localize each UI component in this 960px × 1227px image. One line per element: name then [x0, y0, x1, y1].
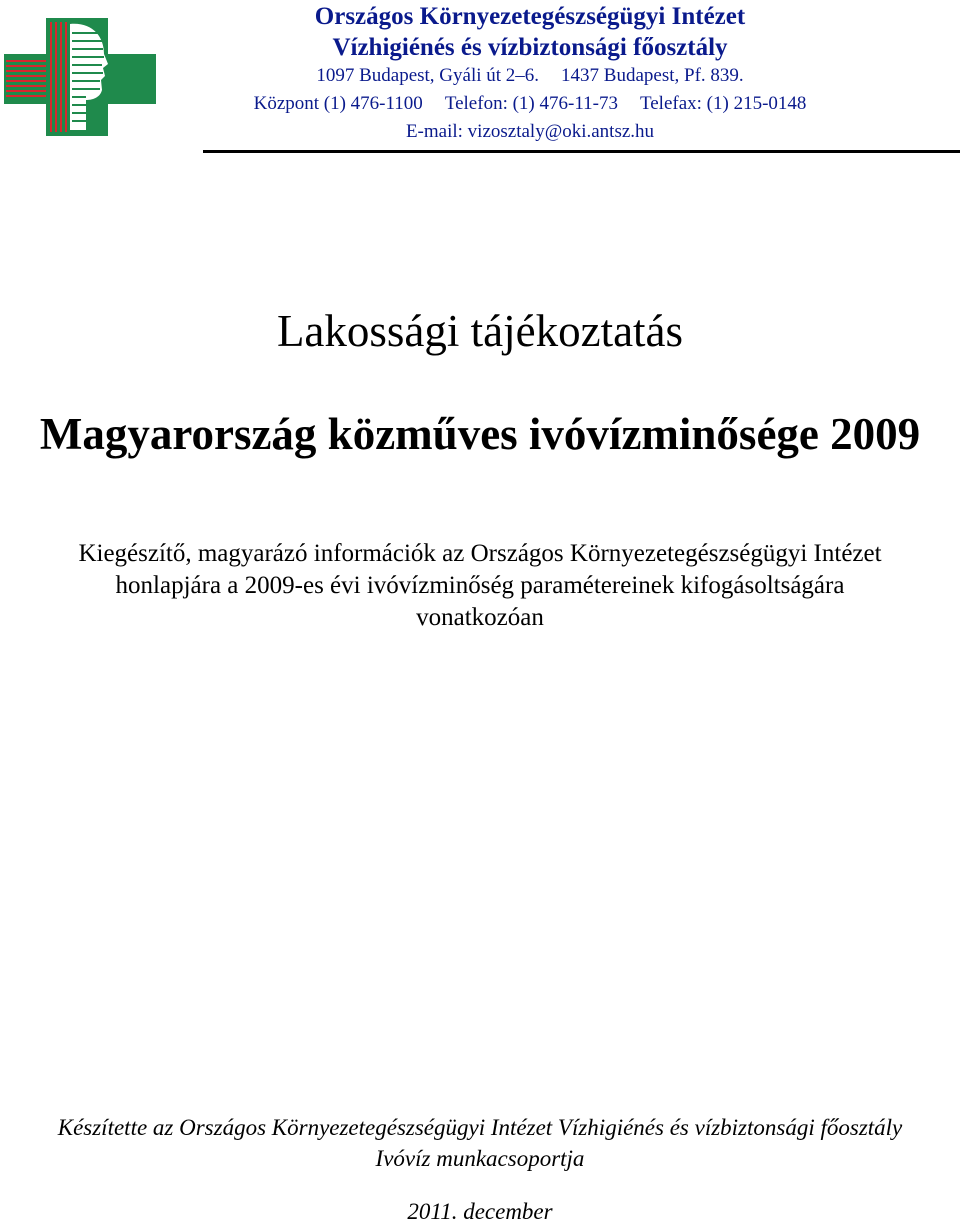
fax: Telefax: (1) 215-0148 — [639, 93, 807, 114]
credit-line: Ivóvíz munkacsoportja — [375, 1146, 585, 1171]
header-divider — [203, 150, 960, 153]
central-phone: Központ (1) 476-1100 — [253, 93, 423, 114]
org-name: Országos Környezetegészségügyi Intézet — [314, 3, 746, 30]
phone: Telefon: (1) 476-11-73 — [444, 93, 618, 114]
email-line: E-mail: vizosztaly@oki.antsz.hu — [405, 121, 655, 142]
description-line: honlapjára a 2009-es évi ivóvízminőség paramétereinek kifogásoltságára — [115, 572, 845, 599]
description-line: vonatkozóan — [416, 604, 544, 631]
credit-line: Készítette az Országos Környezetegészségügyi Intézet Vízhigiénés és vízbiztonsági főosztály — [57, 1115, 903, 1140]
oki-logo-icon — [4, 18, 156, 136]
document-description — [0, 538, 960, 634]
address-street: 1097 Budapest, Gyáli út 2–6. — [316, 65, 540, 86]
phone-line — [200, 92, 860, 116]
document-subtitle: Magyarország közműves ivóvízminősége 2009 — [39, 409, 921, 459]
document-title: Lakossági tájékoztatás — [276, 306, 684, 356]
description-line: Kiegészítő, magyarázó információk az Országos Környezetegészségügyi Intézet — [78, 540, 882, 567]
dept-name: Vízhigiénés és vízbiztonsági főosztály — [332, 34, 728, 61]
document-date: 2011. december — [407, 1199, 553, 1224]
address-pobox: 1437 Budapest, Pf. 839. — [561, 65, 744, 86]
prepared-by — [0, 1112, 960, 1174]
address-line — [200, 64, 860, 88]
